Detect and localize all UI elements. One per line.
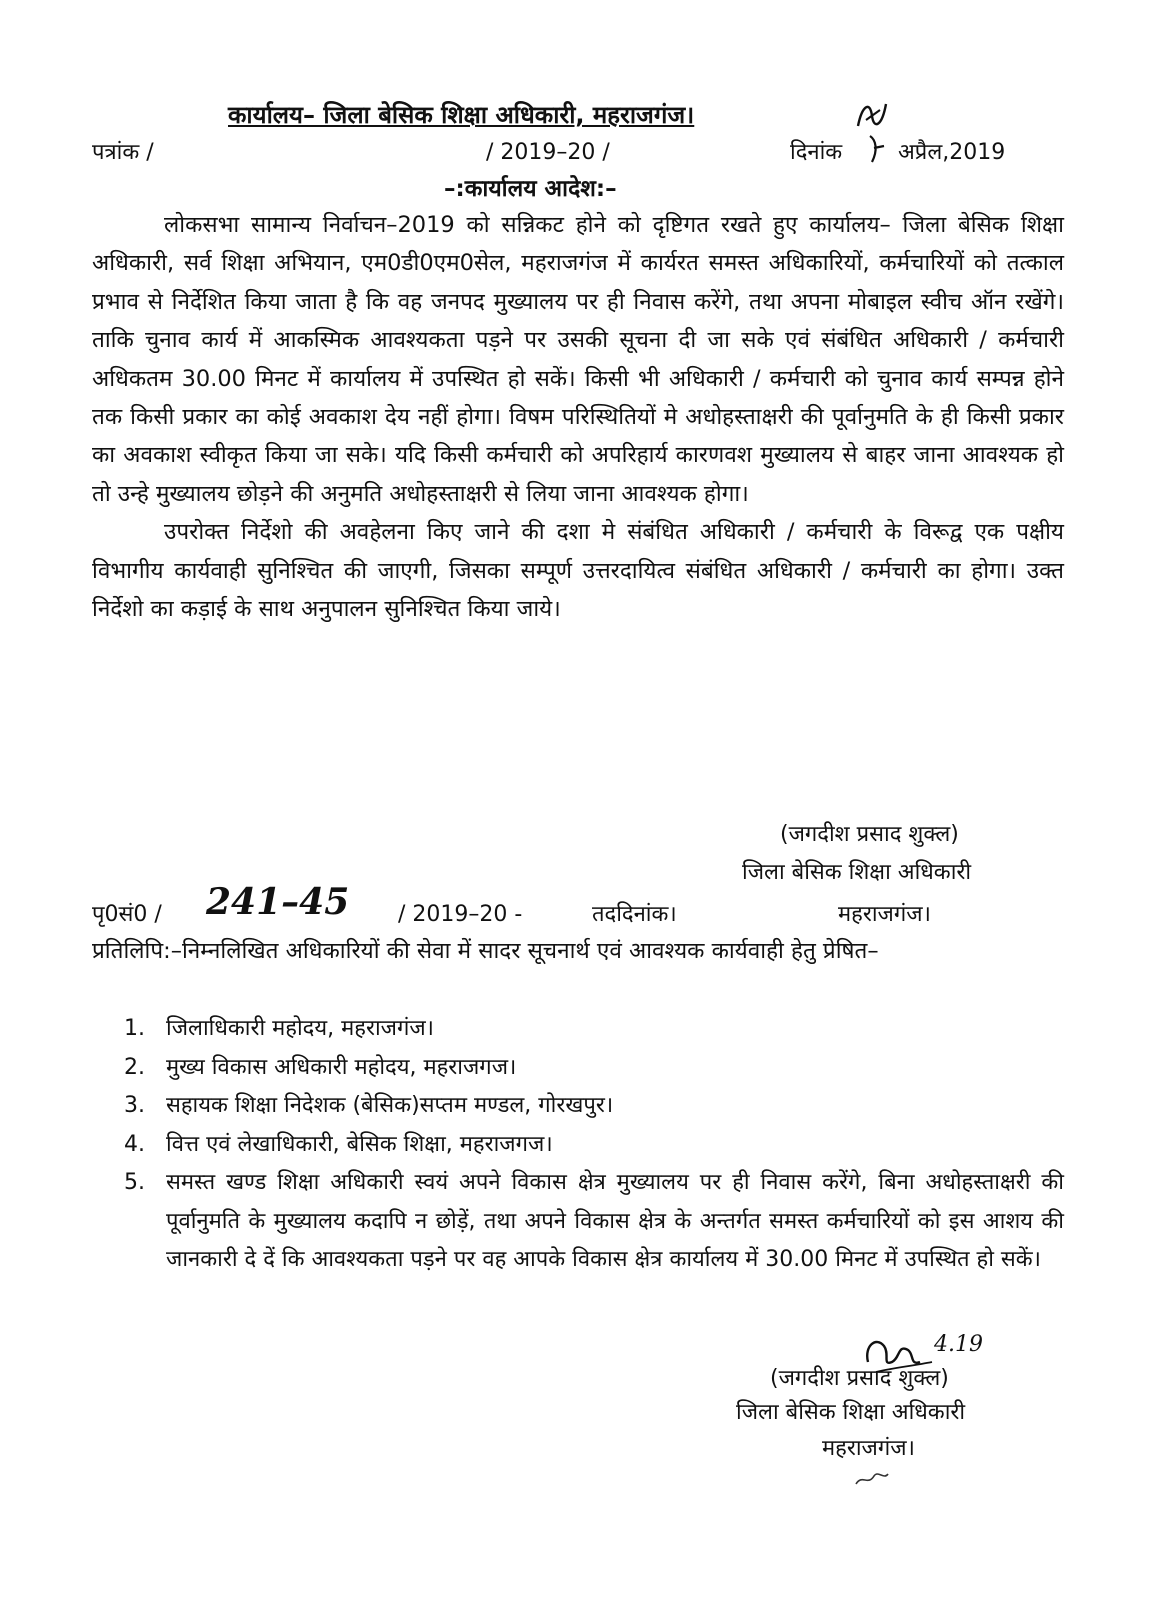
letter-year-reference: / 2019–20 / [486,140,610,165]
signatory-place-2: महराजगंज। [822,1436,915,1461]
order-title: –:कार्यालय आदेश:– [444,176,617,202]
copy-distribution-list [124,1010,1064,1280]
list-item-number: 5. [124,1170,145,1195]
order-body [92,206,1064,628]
signatory-name-2: (जगदीश प्रसाद शुक्ल) [770,1366,949,1391]
date-handwritten-mark [862,132,892,166]
office-title: कार्यालय– जिला बेसिक शिक्षा अधिकारी, महराजगंज। [228,101,695,129]
handwritten-endorsement-number: 241–45 [206,881,350,923]
signatory-name-1: (जगदीश प्रसाद शुक्ल) [780,822,959,847]
list-item [124,1049,1064,1088]
list-item-number: 4. [124,1131,145,1157]
copy-intro: प्रतिलिपि:–निम्नलिखित अधिकारियों की सेवा में सादर सूचनार्थ एवं आवश्यक कार्यवाही हेतु प्रेषित– [92,938,879,964]
list-item-number: 1. [124,1016,145,1041]
list-item-text: समस्त खण्ड शिक्षा अधिकारी स्वयं अपने विकास क्षेत्र मुख्यालय पर ही निवास करेंगे, बिना अधोहस्ताक्षरी की पूर्वानुमति के मुख्यालय कदापि न छोड़ें, तथा अपने विकास क्षेत्र के अन्तर्गत समस्त कर्मचारियों को इस आशय की जानकारी दे दें कि आवश्यकता पड़ने पर वह आपके विकास क्षेत्र कार्यालय में 30.00 मिनट में उपस्थित हो सकें। [166,1170,1064,1272]
list-item-text: मुख्य विकास अधिकारी महोदय, महराजगज। [166,1054,517,1080]
signatory-designation-2: जिला बेसिक शिक्षा अधिकारी [736,1400,966,1425]
list-item-number: 2. [124,1054,145,1080]
endorsement-label: पृ0सं0 / [92,902,162,927]
handwritten-signature-date: 4.19 [934,1332,983,1357]
list-item-text: जिलाधिकारी महोदय, महराजगंज। [166,1016,435,1041]
endorsement-same-date: तददिनांक। [592,902,677,927]
list-item [124,1164,1064,1280]
list-item [124,1010,1064,1049]
list-item [124,1126,1064,1165]
bottom-initials-scribble [852,1468,892,1490]
header-initials-scribble [852,96,892,136]
list-item-text: वित्त एवं लेखाधिकारी, बेसिक शिक्षा, महराजगज। [166,1131,553,1157]
order-paragraph-2: उपरोक्त निर्देशो की अवहेलना किए जाने की दशा मे संबंधित अधिकारी / कर्मचारी के विरूद्व एक पक्षीय विभागीय कार्यवाही सुनिश्चित की जाएगी, जिसका सम्पूर्ण उत्तरदायित्व संबंधित अधिकारी / कर्मचारी का होगा। उक्त निर्देशो का कड़ाई के साथ अनुपालन सुनिश्चित किया जाये। [92,519,1064,623]
list-item-number: 3. [124,1093,145,1118]
endorsement-place: महराजगंज। [838,902,931,927]
order-paragraph-1: लोकसभा सामान्य निर्वाचन–2019 को सन्निकट होने को दृष्टिगत रखते हुए कार्यालय– जिला बेसिक शिक्षा अधिकारी, सर्व शिक्षा अभियान, एम0डी0एम0सेल, महराजगंज में कार्यरत समस्त अधिकारियों, कर्मचारियों को तत्काल प्रभाव से निर्देशित किया जाता है कि वह जनपद मुख्यालय पर ही निवास करेंगे, तथा अपना मोबाइल स्वीच ऑन रखेंगे। ताकि चुनाव कार्य में आकस्मिक आवश्यकता पड़ने पर उसकी सूचना दी जा सके एवं संबंधित अधिकारी / कर्मचारी अधिकतम 30.00 मिनट में कार्यालय में उपस्थित हो सकें। किसी भी अधिकारी / कर्मचारी को चुनाव कार्य सम्पन्न होने तक किसी प्रकार का कोई अवकाश देय नहीं होगा। विषम परिस्थितियों मे अधोहस्ताक्षरी की पूर्वानुमति के ही किसी प्रकार का अवकाश स्वीकृत किया जा सके। यदि किसी कर्मचारी को अपरिहार्य कारणवश मुख्यालय से बाहर जाना आवश्यक हो तो उन्हे मुख्यालय छोड़ने की अनुमति अधोहस्ताक्षरी से लिया जाना आवश्यक होगा। [92,212,1064,507]
date-label: दिनांक [790,140,843,165]
list-item [124,1087,1064,1126]
letter-number-label: पत्रांक / [92,140,154,165]
list-item-text: सहायक शिक्षा निदेशक (बेसिक)सप्तम मण्डल, गोरखपुर। [166,1093,614,1118]
date-value: अप्रैल,2019 [898,140,1006,165]
endorsement-year-reference: / 2019–20 - [398,902,523,927]
signatory-designation-1: जिला बेसिक शिक्षा अधिकारी [742,860,972,885]
